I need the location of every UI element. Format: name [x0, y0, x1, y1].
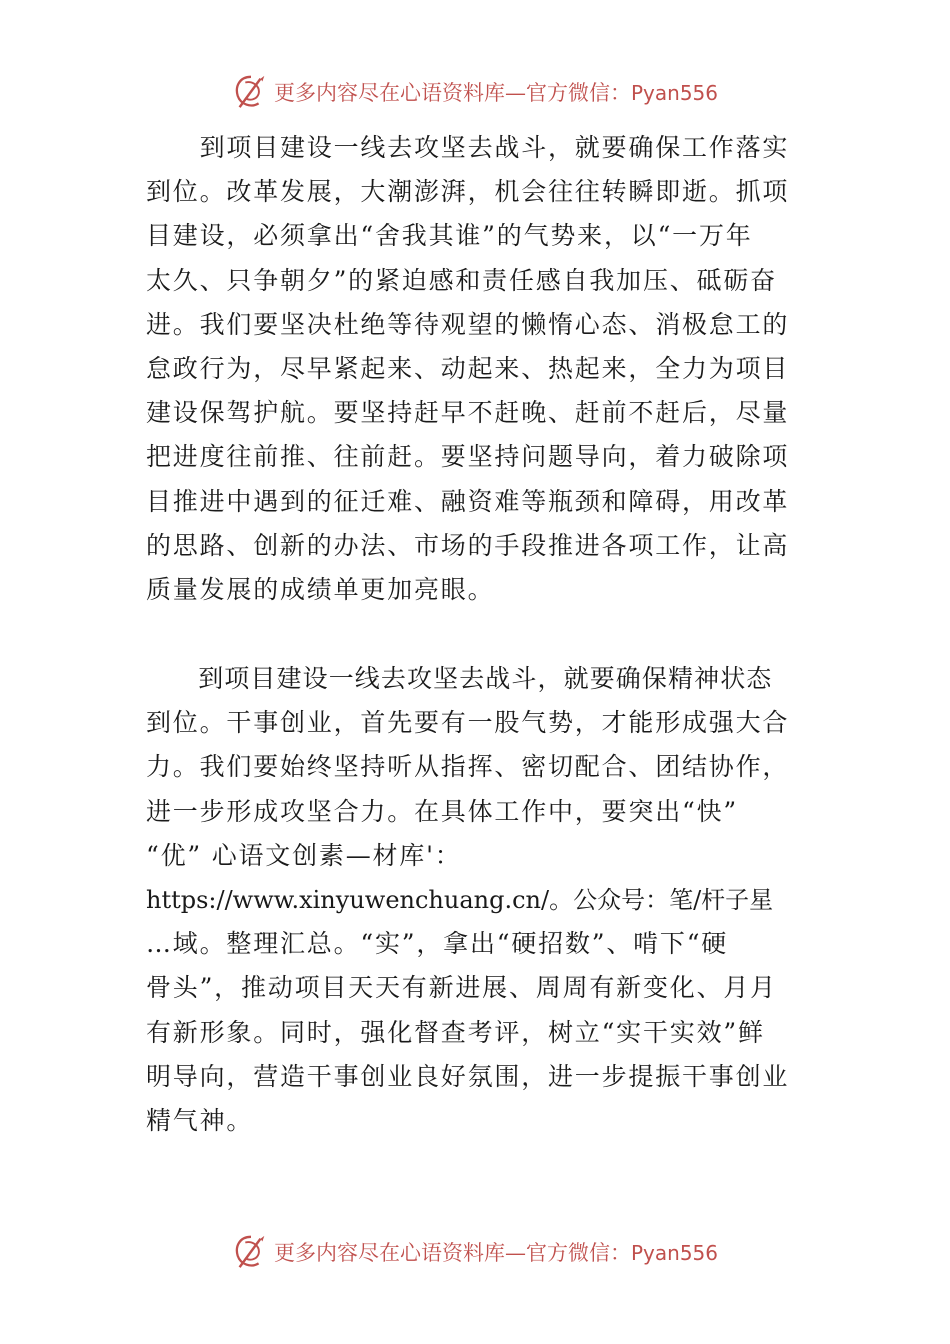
text-line: …域。整理汇总。“实”，拿出“硬招数”、啃下“硬 — [146, 929, 729, 959]
text-line: 目建设，必须拿出“舍我其谁”的气势来，以“一万年 — [146, 221, 753, 251]
text-line: 力。我们要始终坚持听从指挥、密切配合、团结协作， — [146, 752, 790, 782]
quill-swirl-logo-icon — [232, 1233, 270, 1271]
text-line: 的思路、创新的办法、市场的手段推进各项工作，让高 — [146, 530, 790, 560]
text-line: 把进度往前推、往前赶。要坚持问题导向，着力破除项 — [146, 442, 790, 472]
watermark-text: 更多内容尽在心语资料库—官方微信： — [273, 81, 631, 105]
watermark-text: 更多内容尽在心语资料库—官方微信： — [273, 1241, 631, 1265]
text-line: https://www.xinyuwenchuang.cn/。公众号：笔/杆子星 — [146, 885, 774, 914]
text-line: 进。我们要坚决杜绝等待观望的懒惰心态、消极怠工的 — [146, 309, 790, 339]
text-line: 到项目建设一线去攻坚去战斗，就要确保精神状态 — [146, 664, 773, 693]
watermark-wechat-id: Pyan556 — [630, 1241, 718, 1265]
footer-watermark — [0, 1232, 950, 1272]
text-line: 有新形象。同时，强化督查考评，树立“实干实效”鲜 — [146, 1017, 765, 1047]
header-watermark — [0, 72, 950, 112]
text-line: 明导向，营造干事创业良好氛围，进一步提振干事创业 — [146, 1061, 790, 1091]
text-line: 进一步形成攻坚合力。在具体工作中，要突出“快” — [146, 796, 738, 826]
text-line: 精气神。 — [146, 1105, 254, 1135]
text-line: 质量发展的成绩单更加亮眼。 — [146, 574, 495, 604]
text-line: “优” 心语文创素—材库'： — [146, 840, 462, 870]
paragraph-project-implementation — [146, 126, 810, 612]
text-line: 太久、只争朝夕”的紧迫感和责任感自我加压、砥砺奋 — [146, 265, 777, 295]
text-line: 目推进中遇到的征迁难、融资难等瓶颈和障碍，用改革 — [146, 486, 790, 516]
text-line: 到位。干事创业，首先要有一股气势，才能形成强大合 — [146, 708, 790, 738]
text-line: 怠政行为，尽早紧起来、动起来、热起来，全力为项目 — [146, 353, 790, 383]
text-line: 到位。改革发展，大潮澎湃，机会往往转瞬即逝。抓项 — [146, 177, 790, 207]
quill-swirl-logo-icon — [232, 73, 270, 111]
paragraph-spirit-state — [146, 657, 810, 1143]
text-line: 骨头”，推动项目天天有新进展、周周有新变化、月月 — [146, 973, 777, 1003]
text-line: 到项目建设一线去攻坚去战斗，就要确保工作落实 — [146, 133, 790, 162]
text-line: 建设保驾护航。要坚持赶早不赶晚、赶前不赶后，尽量 — [146, 398, 790, 428]
watermark-wechat-id: Pyan556 — [630, 81, 718, 105]
